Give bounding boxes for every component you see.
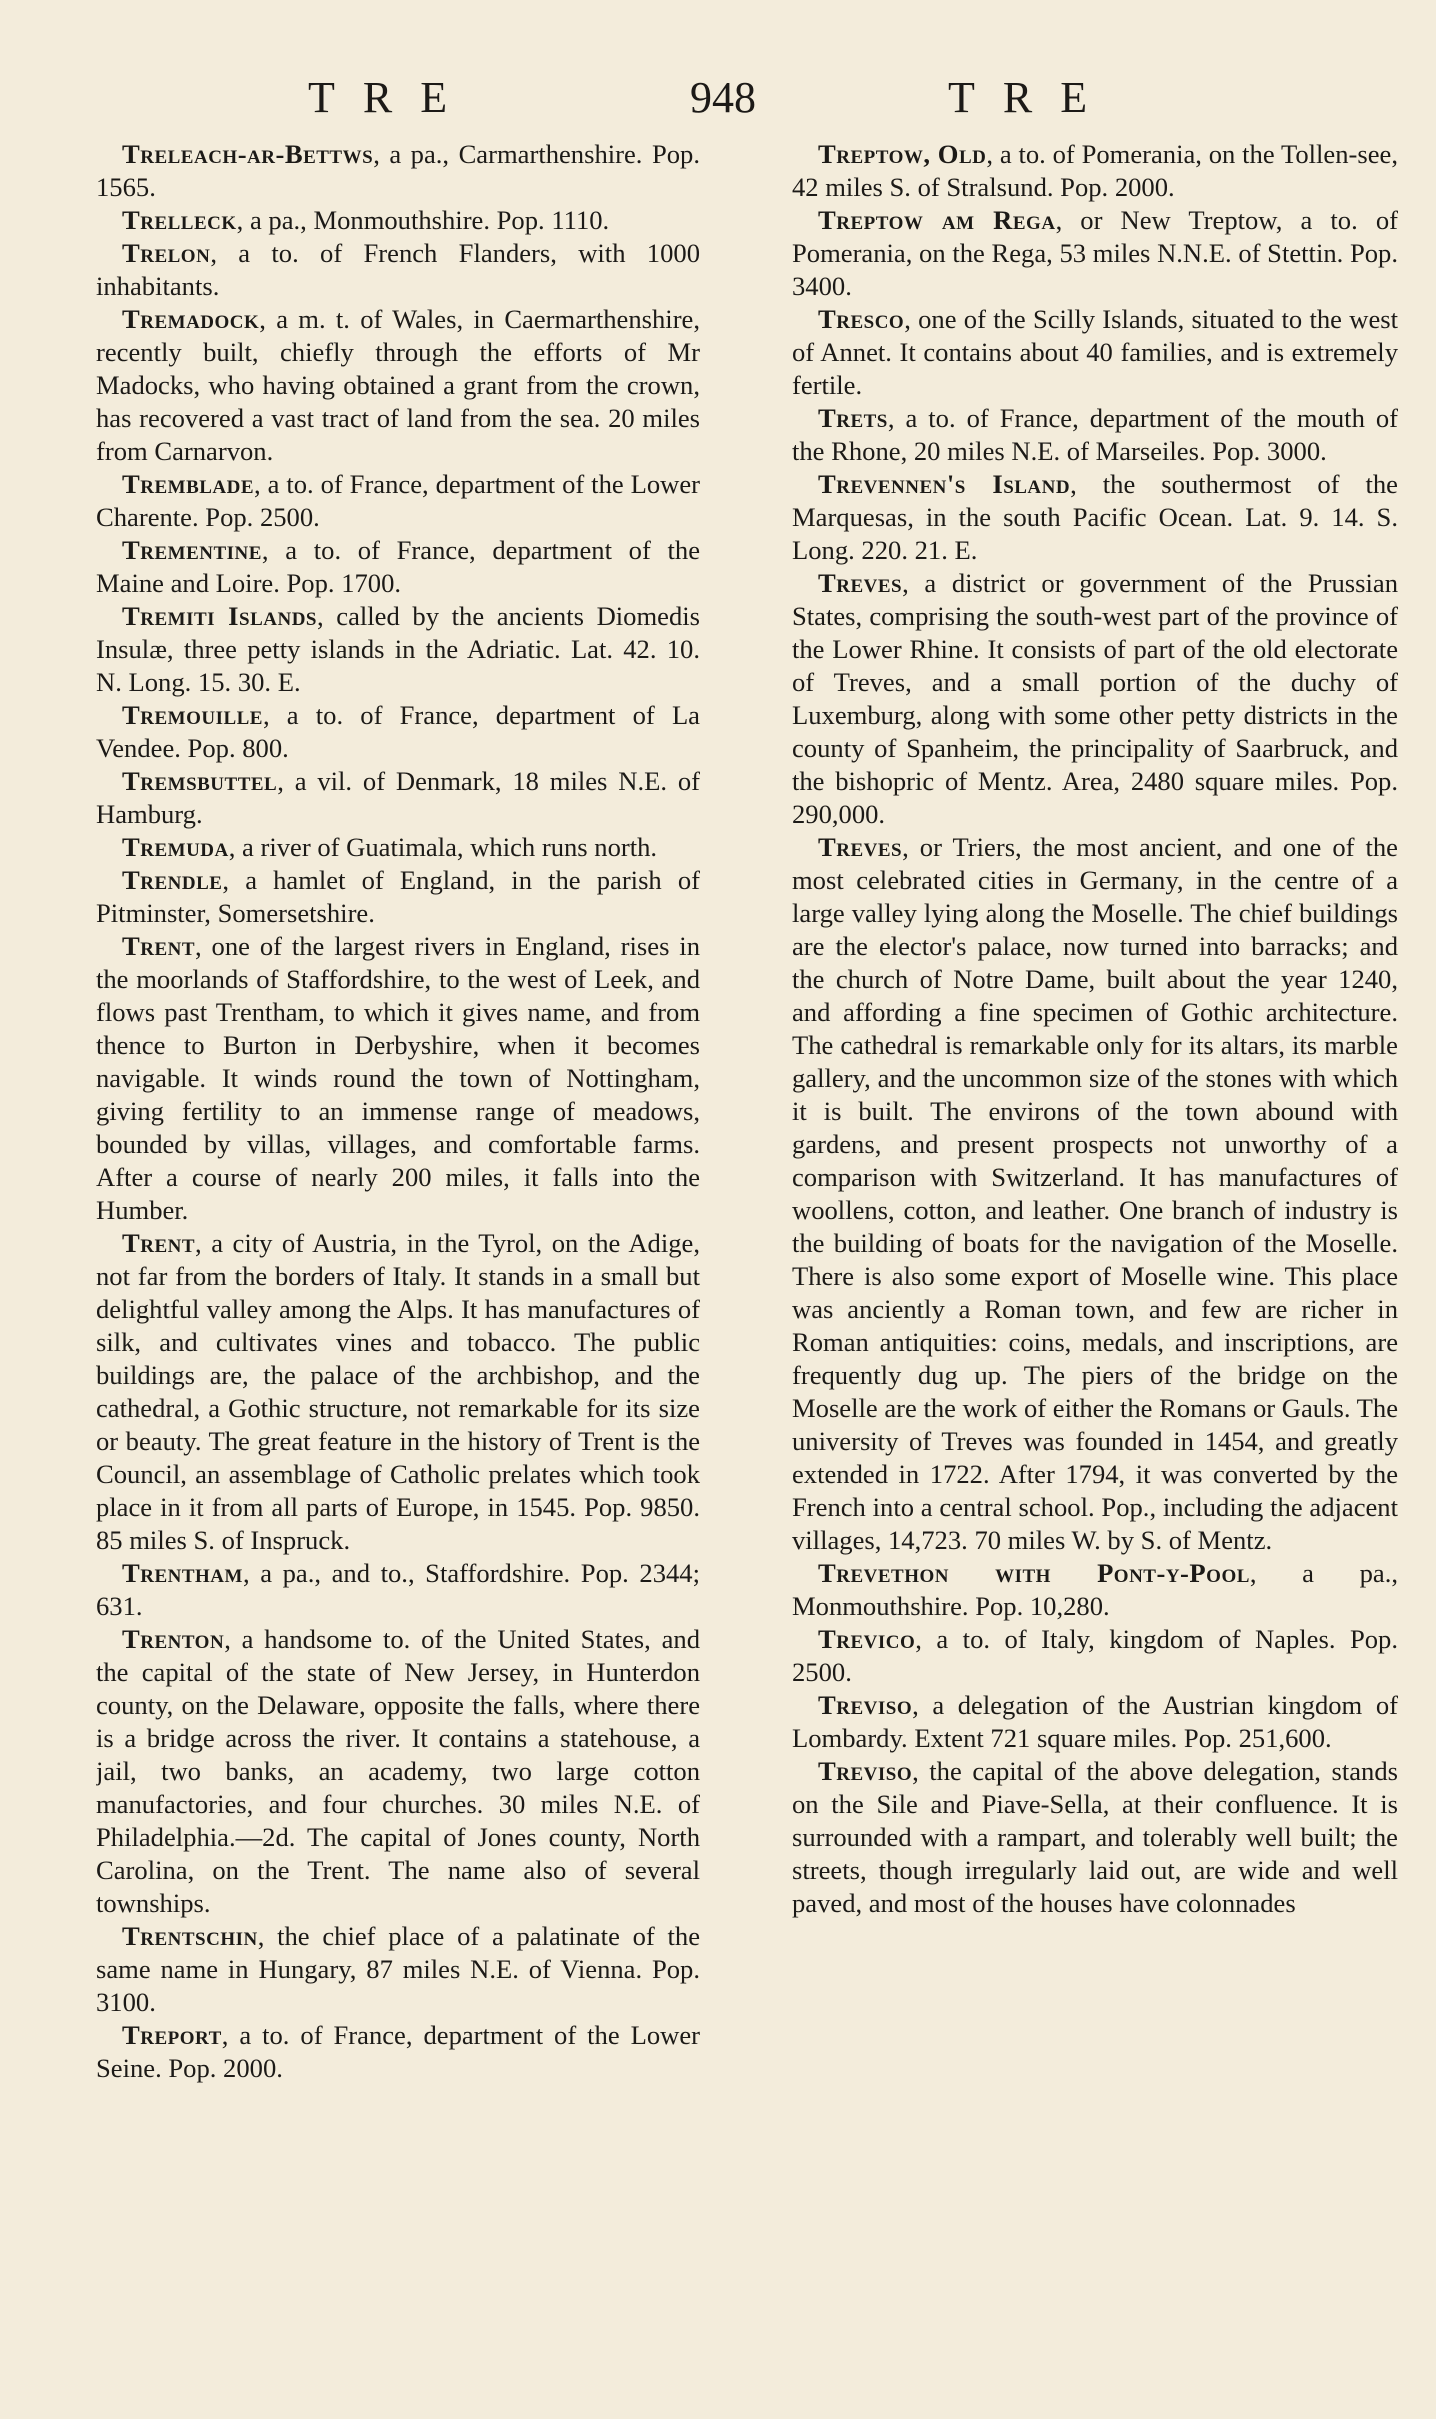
page-number: 948 xyxy=(690,73,756,122)
entry-headword: Trelleck xyxy=(122,205,237,235)
entry-headword: Tremouille xyxy=(122,700,263,730)
gazetteer-entry xyxy=(96,765,700,831)
entry-text: , a pa., Monmouthshire. Pop. 1110. xyxy=(236,205,610,235)
entry-text: , the capital of the above delegation, stands on the Sile and Piave-Sella, at their confluence. It is surrounded with a rampart, and tolerably well built; the streets, though irregularly laid out, are wide and well paved, and most of the houses have colonnades xyxy=(792,1756,1398,1918)
entry-text: , or New Treptow, a to. of Pomerania, on the Rega, 53 miles N.N.E. of Stettin. Pop. 3400. xyxy=(792,205,1398,301)
entry-text: , a to. of French Flanders, with 1000 inhabitants. xyxy=(96,238,700,301)
entry-headword: Treves xyxy=(818,568,903,598)
entry-text: , a m. t. of Wales, in Caermarthenshire, recently built, chiefly through the efforts of Mr Madocks, who having obtained a grant from the crown, has recovered a vast tract of land from the sea. 20 miles from Carnarvon. xyxy=(96,304,700,466)
gazetteer-entry xyxy=(96,831,700,864)
entry-text: , a to. of France, department of the Maine and Loire. Pop. 1700. xyxy=(96,535,700,598)
entry-headword: Treptow, Old xyxy=(818,139,987,169)
header-left-guide: TRE xyxy=(308,73,476,122)
entry-headword: Trent xyxy=(122,931,196,961)
entry-headword: Trentschin xyxy=(122,1921,258,1951)
entry-text: , a city of Austria, in the Tyrol, on the Adige, not far from the borders of Italy. It stands in a small but delightful valley among the Alps. It has manufactures of silk, and cultivates vines and tobacco. The public buildings are, the palace of the archbishop, and the cathedral, a Gothic structure, not remarkable for its size or beauty. The great feature in the history of Trent is the Council, an assemblage of Catholic prelates which took place in it from all parts of Europe, in 1545. Pop. 9850. 85 miles S. of Inspruck. xyxy=(96,1228,700,1555)
gazetteer-entry xyxy=(792,1755,1398,1920)
entry-text: , a pa., Carmarthenshire. Pop. 1565. xyxy=(96,139,700,202)
entry-text: , a vil. of Denmark, 18 miles N.E. of Hamburg. xyxy=(96,766,700,829)
entry-text: , a handsome to. of the United States, and the capital of the state of New Jersey, in Hunterdon county, on the Delaware, opposite the falls, where there is a bridge across the river. It contains a statehouse, a jail, two banks, an academy, two large cotton manufactories, and four churches. 30 miles N.E. of Philadelphia.—2d. The capital of Jones county, North Carolina, on the Trent. The name also of several townships. xyxy=(96,1624,700,1918)
entry-headword: Treves xyxy=(818,832,903,862)
entry-text: , a to. of Italy, kingdom of Naples. Pop. 2500. xyxy=(792,1624,1398,1687)
entry-headword: Trelon xyxy=(122,238,211,268)
gazetteer-entry xyxy=(792,204,1398,303)
entry-text: , a to. of France, department of the Lower Charente. Pop. 2500. xyxy=(96,469,700,532)
gazetteer-entry xyxy=(792,1623,1398,1689)
entry-text: , or Triers, the most ancient, and one of the most celebrated cities in Germany, in the centre of a large valley lying along the Moselle. The chief buildings are the elector's palace, now turned into barracks; and the church of Notre Dame, built about the year 1240, and affording a fine specimen of Gothic architecture. The cathedral is remarkable only for its altars, its marble gallery, and the uncommon size of the stones with which it is built. The environs of the town abound with gardens, and present prospects not unworthy of a comparison with Switzerland. It has manufactures of woollens, cotton, and leather. One branch of industry is the building of boats for the navigation of the Moselle. There is also some export of Moselle wine. This place was anciently a Roman town, and few are richer in Roman antiquities: coins, medals, and inscriptions, are frequently dug up. The piers of the bridge on the Moselle are the work of either the Romans or Gauls. The university of Treves was founded in 1454, and greatly extended in 1722. After 1794, it was converted by the French into a central school. Pop., including the adjacent villages, 14,723. 70 miles W. by S. of Mentz. xyxy=(792,832,1398,1555)
gazetteer-entry xyxy=(96,534,700,600)
entry-headword: Trevico xyxy=(818,1624,916,1654)
gazetteer-entry xyxy=(96,600,700,699)
entry-headword: Tremsbuttel xyxy=(122,766,278,796)
entry-text: , the chief place of a palatinate of the same name in Hungary, 87 miles N.E. of Vienna. Pop. 3100. xyxy=(96,1921,700,2017)
gazetteer-entry xyxy=(792,303,1398,402)
entry-headword: Treport xyxy=(122,2020,222,2050)
gazetteer-entry xyxy=(792,402,1398,468)
entry-headword: Trendle xyxy=(122,865,223,895)
entry-headword: Treptow am Rega xyxy=(818,205,1056,235)
gazetteer-entry xyxy=(96,468,700,534)
entry-headword: Tremuda xyxy=(122,832,229,862)
entry-text: , a pa., and to., Staffordshire. Pop. 2344; 631. xyxy=(96,1558,700,1621)
entry-headword: Trevennen's Island xyxy=(818,469,1071,499)
entry-headword: Tremiti Islands xyxy=(122,601,317,631)
gazetteer-entry xyxy=(96,2019,700,2085)
entry-headword: Tremblade xyxy=(122,469,255,499)
gazetteer-entry xyxy=(792,831,1398,1557)
gazetteer-entry xyxy=(792,1689,1398,1755)
gazetteer-entry xyxy=(792,1557,1398,1623)
gazetteer-entry xyxy=(96,303,700,468)
entry-headword: Tremadock xyxy=(122,304,260,334)
entry-text: , called by the ancients Diomedis Insulæ, three petty islands in the Adriatic. Lat. 42. 10. N. Long. 15. 30. E. xyxy=(96,601,700,697)
entry-headword: Trentham xyxy=(122,1558,243,1588)
entry-text: , a district or government of the Prussian States, comprising the south-west part of the province of the Lower Rhine. It consists of part of the old electorate of Treves, and a small portion of the duchy of Luxemburg, along with some other petty districts in the county of Spanheim, the principality of Saarbruck, and the bishopric of Mentz. Area, 2480 square miles. Pop. 290,000. xyxy=(792,568,1398,829)
gazetteer-entry xyxy=(96,1227,700,1557)
entry-headword: Treleach-ar-Bettws xyxy=(122,139,374,169)
gazetteer-entry xyxy=(792,567,1398,831)
gazetteer-entry xyxy=(96,138,700,204)
gazetteer-entry xyxy=(96,864,700,930)
entry-text: , a to. of France, department of the Lower Seine. Pop. 2000. xyxy=(96,2020,700,2083)
entry-headword: Tresco xyxy=(818,304,905,334)
gazetteer-entry xyxy=(792,468,1398,567)
gazetteer-entry xyxy=(96,930,700,1227)
entry-text: , a to. of Pomerania, on the Tollen-see, 42 miles S. of Stralsund. Pop. 2000. xyxy=(792,139,1398,202)
entry-text: , a river of Guatimala, which runs north. xyxy=(228,832,658,862)
left-column xyxy=(96,138,700,2408)
entry-text: , one of the Scilly Islands, situated to the west of Annet. It contains about 40 families, and is extremely fertile. xyxy=(792,304,1398,400)
gazetteer-entry xyxy=(792,138,1398,204)
right-column xyxy=(792,138,1398,2408)
entry-headword: Trevethon with Pont-y-Pool xyxy=(818,1558,1250,1588)
page-header xyxy=(0,72,1436,132)
gazetteer-entry xyxy=(96,1623,700,1920)
entry-text: , a pa., Monmouthshire. Pop. 10,280. xyxy=(792,1558,1398,1621)
entry-text: , a delegation of the Austrian kingdom of Lombardy. Extent 721 square miles. Pop. 251,600. xyxy=(792,1690,1398,1753)
gazetteer-entry xyxy=(96,1920,700,2019)
gazetteer-entry xyxy=(96,237,700,303)
entry-headword: Treviso xyxy=(818,1690,913,1720)
entry-headword: Trets xyxy=(818,403,888,433)
entry-text: , a to. of France, department of the mouth of the Rhone, 20 miles N.E. of Marseiles. Pop. 3000. xyxy=(792,403,1398,466)
entry-headword: Trent xyxy=(122,1228,196,1258)
entry-headword: Trenton xyxy=(122,1624,225,1654)
header-right-guide: TRE xyxy=(948,73,1116,122)
entry-text: , one of the largest rivers in England, rises in the moorlands of Staffordshire, to the west of Leek, and flows past Trentham, to which it gives name, and from thence to Burton in Derbyshire, when it becomes navigable. It winds round the town of Nottingham, giving fertility to an immense range of meadows, bounded by villas, villages, and comfortable farms. After a course of nearly 200 miles, it falls into the Humber. xyxy=(96,931,700,1225)
gazetteer-entry xyxy=(96,1557,700,1623)
gazetteer-entry xyxy=(96,204,700,237)
entry-text: , a hamlet of England, in the parish of Pitminster, Somersetshire. xyxy=(96,865,700,928)
entry-headword: Treviso xyxy=(818,1756,913,1786)
entry-text: , the southermost of the Marquesas, in the south Pacific Ocean. Lat. 9. 14. S. Long. 220. 21. E. xyxy=(792,469,1398,565)
entry-headword: Trementine xyxy=(122,535,262,565)
entry-text: , a to. of France, department of La Vendee. Pop. 800. xyxy=(96,700,700,763)
gazetteer-entry xyxy=(96,699,700,765)
